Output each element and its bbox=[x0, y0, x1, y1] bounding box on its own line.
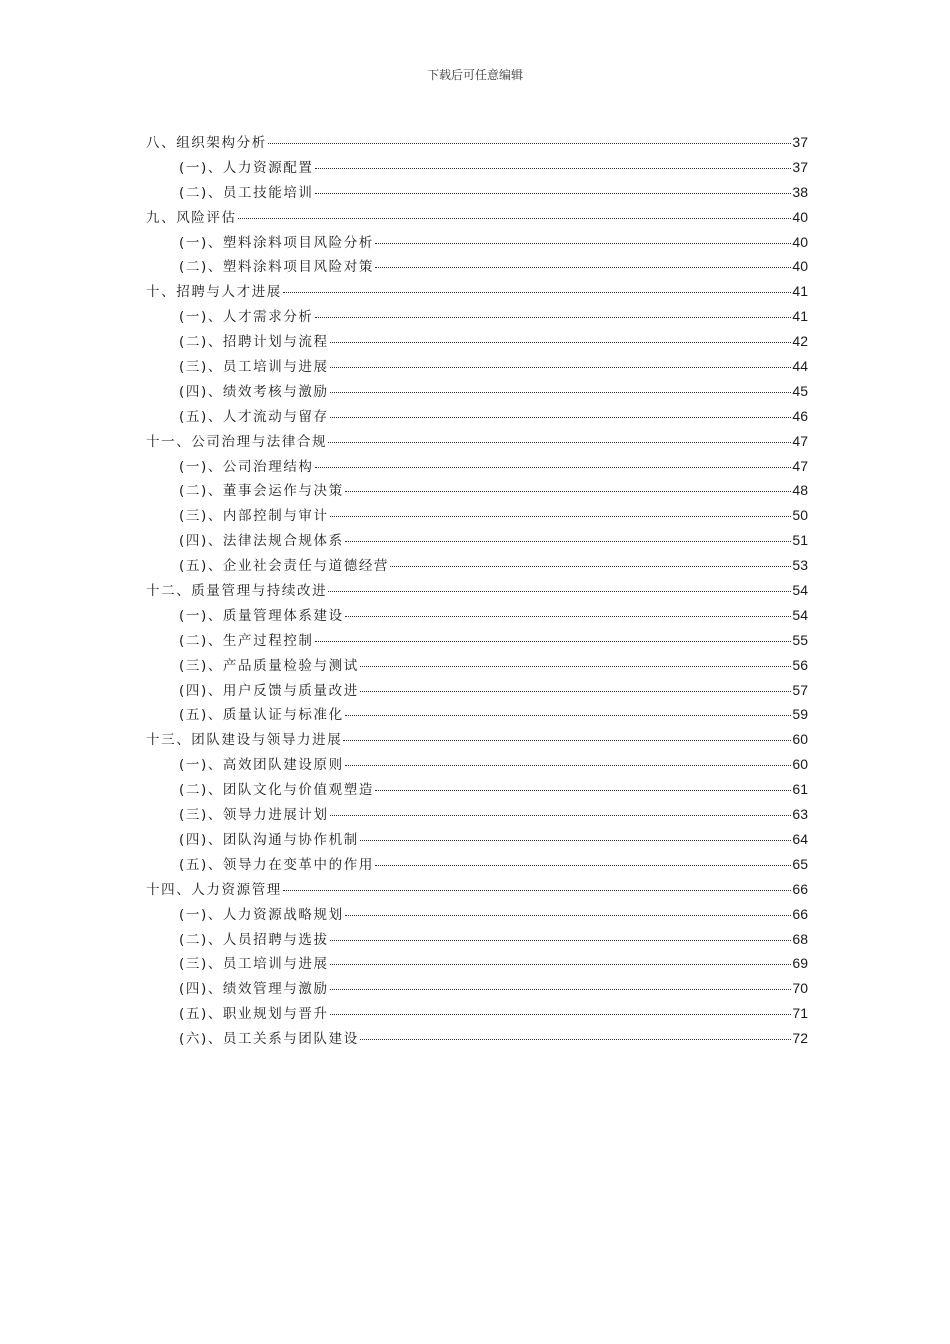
toc-entry-page-number: 56 bbox=[792, 656, 808, 673]
toc-entry-page-number: 68 bbox=[792, 930, 808, 947]
toc-dot-leader bbox=[375, 247, 791, 268]
toc-entry-title: (四)、绩效考核与激励 bbox=[179, 383, 329, 400]
toc-entry-title: (四)、团队沟通与协作机制 bbox=[179, 831, 359, 848]
toc-entry-page-number: 59 bbox=[792, 706, 808, 723]
toc-entry-page-number: 37 bbox=[792, 158, 808, 175]
toc-dot-leader bbox=[360, 646, 792, 667]
toc-dot-leader bbox=[375, 770, 791, 791]
toc-dot-leader bbox=[330, 397, 792, 418]
page-header-note: 下载后可任意编辑 bbox=[426, 68, 523, 82]
toc-entry-page-number: 40 bbox=[792, 233, 808, 250]
toc-entry-page-number: 66 bbox=[792, 880, 808, 897]
toc-entry-title: (二)、塑料涂料项目风险对策 bbox=[179, 259, 374, 276]
toc-entry-title: (四)、绩效管理与激励 bbox=[179, 981, 329, 998]
toc-entry-title: 十四、人力资源管理 bbox=[146, 881, 282, 898]
toc-entry-page-number: 60 bbox=[792, 731, 808, 748]
toc-dot-leader bbox=[315, 297, 792, 318]
toc-entry-title: (三)、产品质量检验与测试 bbox=[179, 657, 359, 674]
toc-entry-title: (二)、员工技能培训 bbox=[179, 184, 314, 201]
toc-entry-title: (三)、领导力进展计划 bbox=[179, 807, 329, 824]
toc-entry-page-number: 54 bbox=[792, 606, 808, 623]
toc-dot-leader bbox=[360, 820, 792, 841]
toc-entry-page-number: 47 bbox=[792, 457, 808, 474]
toc-entry-title: 九、风险评估 bbox=[146, 209, 237, 226]
toc-entry-page-number: 72 bbox=[792, 1030, 808, 1047]
toc-entry-page-number: 40 bbox=[792, 208, 808, 225]
toc-dot-leader bbox=[375, 223, 791, 244]
toc-dot-leader bbox=[330, 322, 792, 343]
toc-dot-leader bbox=[315, 173, 792, 194]
toc-entry-page-number: 42 bbox=[792, 333, 808, 350]
toc-entry-page-number: 46 bbox=[792, 407, 808, 424]
toc-entry-page-number: 63 bbox=[792, 806, 808, 823]
toc-entry-page-number: 65 bbox=[792, 855, 808, 872]
toc-dot-leader bbox=[330, 795, 792, 816]
toc-entry-page-number: 57 bbox=[792, 681, 808, 698]
toc-entry-title: (五)、人才流动与留存 bbox=[179, 408, 329, 425]
toc-entry-page-number: 61 bbox=[792, 781, 808, 798]
toc-entry-title: 八、组织架构分析 bbox=[146, 135, 267, 151]
toc-entry-page-number: 71 bbox=[792, 1005, 808, 1022]
toc-dot-leader bbox=[330, 372, 792, 393]
toc-dot-leader bbox=[283, 870, 792, 891]
toc-entry-title: (二)、人员招聘与选拔 bbox=[179, 931, 329, 948]
toc-entry-title: (五)、企业社会责任与道德经营 bbox=[179, 558, 390, 575]
toc-entry-page-number: 50 bbox=[792, 507, 808, 524]
toc-dot-leader bbox=[360, 671, 792, 692]
toc-entry-page-number: 53 bbox=[792, 557, 808, 574]
toc-entry-title: (五)、质量认证与标准化 bbox=[179, 707, 344, 724]
toc-dot-leader bbox=[283, 272, 792, 293]
toc-entry-page-number: 60 bbox=[792, 756, 808, 773]
toc-dot-leader bbox=[330, 920, 792, 941]
toc-entry-title: 十三、团队建设与领导力进展 bbox=[146, 732, 343, 749]
toc-dot-leader bbox=[343, 720, 791, 741]
toc-dot-leader bbox=[330, 347, 792, 368]
toc-dot-leader bbox=[330, 969, 792, 990]
toc-entry-title: (三)、内部控制与审计 bbox=[179, 508, 329, 525]
toc-dot-leader bbox=[345, 521, 792, 542]
toc-entry-title: (五)、领导力在变革中的作用 bbox=[179, 856, 374, 873]
toc-dot-leader bbox=[330, 496, 792, 517]
toc-entry-page-number: 37 bbox=[792, 134, 808, 150]
toc-entry-title: (一)、高效团队建设原则 bbox=[179, 757, 344, 774]
toc-dot-leader bbox=[315, 148, 792, 169]
toc-entry-title: (五)、职业规划与晋升 bbox=[179, 1006, 329, 1023]
toc-entry-title: (一)、质量管理体系建设 bbox=[179, 607, 344, 624]
toc-dot-leader bbox=[238, 198, 792, 219]
toc-entry-title: (三)、员工培训与进展 bbox=[179, 359, 329, 376]
toc-entry-page-number: 66 bbox=[792, 905, 808, 922]
toc-entry-title: (一)、人才需求分析 bbox=[179, 309, 314, 326]
toc-dot-leader bbox=[328, 422, 791, 443]
toc-entry-page-number: 47 bbox=[792, 432, 808, 449]
toc-entry-title: (一)、人力资源配置 bbox=[179, 159, 314, 176]
toc-dot-leader bbox=[375, 845, 791, 866]
toc-entry-page-number: 51 bbox=[792, 532, 808, 549]
toc-entry-title: (二)、董事会运作与决策 bbox=[179, 483, 344, 500]
toc-entry-page-number: 40 bbox=[792, 258, 808, 275]
toc-entry-page-number: 41 bbox=[792, 283, 808, 300]
toc-entry-page-number: 69 bbox=[792, 955, 808, 972]
toc-entry-page-number: 70 bbox=[792, 980, 808, 997]
toc-entry-page-number: 64 bbox=[792, 830, 808, 847]
toc-entry-title: (一)、塑料涂料项目风险分析 bbox=[179, 234, 374, 251]
toc-entry-title: (四)、用户反馈与质量改进 bbox=[179, 682, 359, 699]
toc-dot-leader bbox=[268, 123, 792, 144]
toc-entry-title: 十一、公司治理与法律合规 bbox=[146, 433, 328, 450]
toc-entry-page-number: 44 bbox=[792, 358, 808, 375]
toc-dot-leader bbox=[315, 621, 792, 642]
toc-entry-title: (六)、员工关系与团队建设 bbox=[179, 1031, 359, 1048]
toc-dot-leader bbox=[330, 944, 792, 965]
toc-entry-title: 十、招聘与人才进展 bbox=[146, 284, 282, 301]
toc-entry-title: (二)、团队文化与价值观塑造 bbox=[179, 782, 374, 799]
toc-entry-page-number: 41 bbox=[792, 308, 808, 325]
toc-entry-page-number: 38 bbox=[792, 183, 808, 200]
toc-entry-page-number: 45 bbox=[792, 382, 808, 399]
toc-entry-title: (三)、员工培训与进展 bbox=[179, 956, 329, 973]
toc-entry-page-number: 48 bbox=[792, 482, 808, 499]
toc-dot-leader bbox=[345, 745, 792, 766]
toc-entry-page-number: 54 bbox=[792, 582, 808, 599]
toc-entry-title: (一)、人力资源战略规划 bbox=[179, 906, 344, 923]
toc-dot-leader bbox=[345, 471, 792, 492]
toc-entry-page-number: 55 bbox=[792, 631, 808, 648]
toc-dot-leader bbox=[328, 571, 791, 592]
toc-entry-title: (一)、公司治理结构 bbox=[179, 458, 314, 475]
toc-dot-leader bbox=[345, 895, 792, 916]
toc-entry-title: (四)、法律法规合规体系 bbox=[179, 533, 344, 550]
toc-entry-title: (二)、生产过程控制 bbox=[179, 632, 314, 649]
toc-dot-leader bbox=[390, 546, 791, 567]
toc-dot-leader bbox=[345, 596, 792, 617]
toc-dot-leader bbox=[345, 695, 792, 716]
toc-dot-leader bbox=[360, 1019, 792, 1040]
toc-entry-title: (二)、招聘计划与流程 bbox=[179, 334, 329, 351]
toc-dot-leader bbox=[315, 447, 792, 468]
table-of-contents bbox=[146, 126, 808, 1047]
toc-dot-leader bbox=[330, 994, 792, 1015]
toc-entry-title: 十二、质量管理与持续改进 bbox=[146, 583, 328, 600]
